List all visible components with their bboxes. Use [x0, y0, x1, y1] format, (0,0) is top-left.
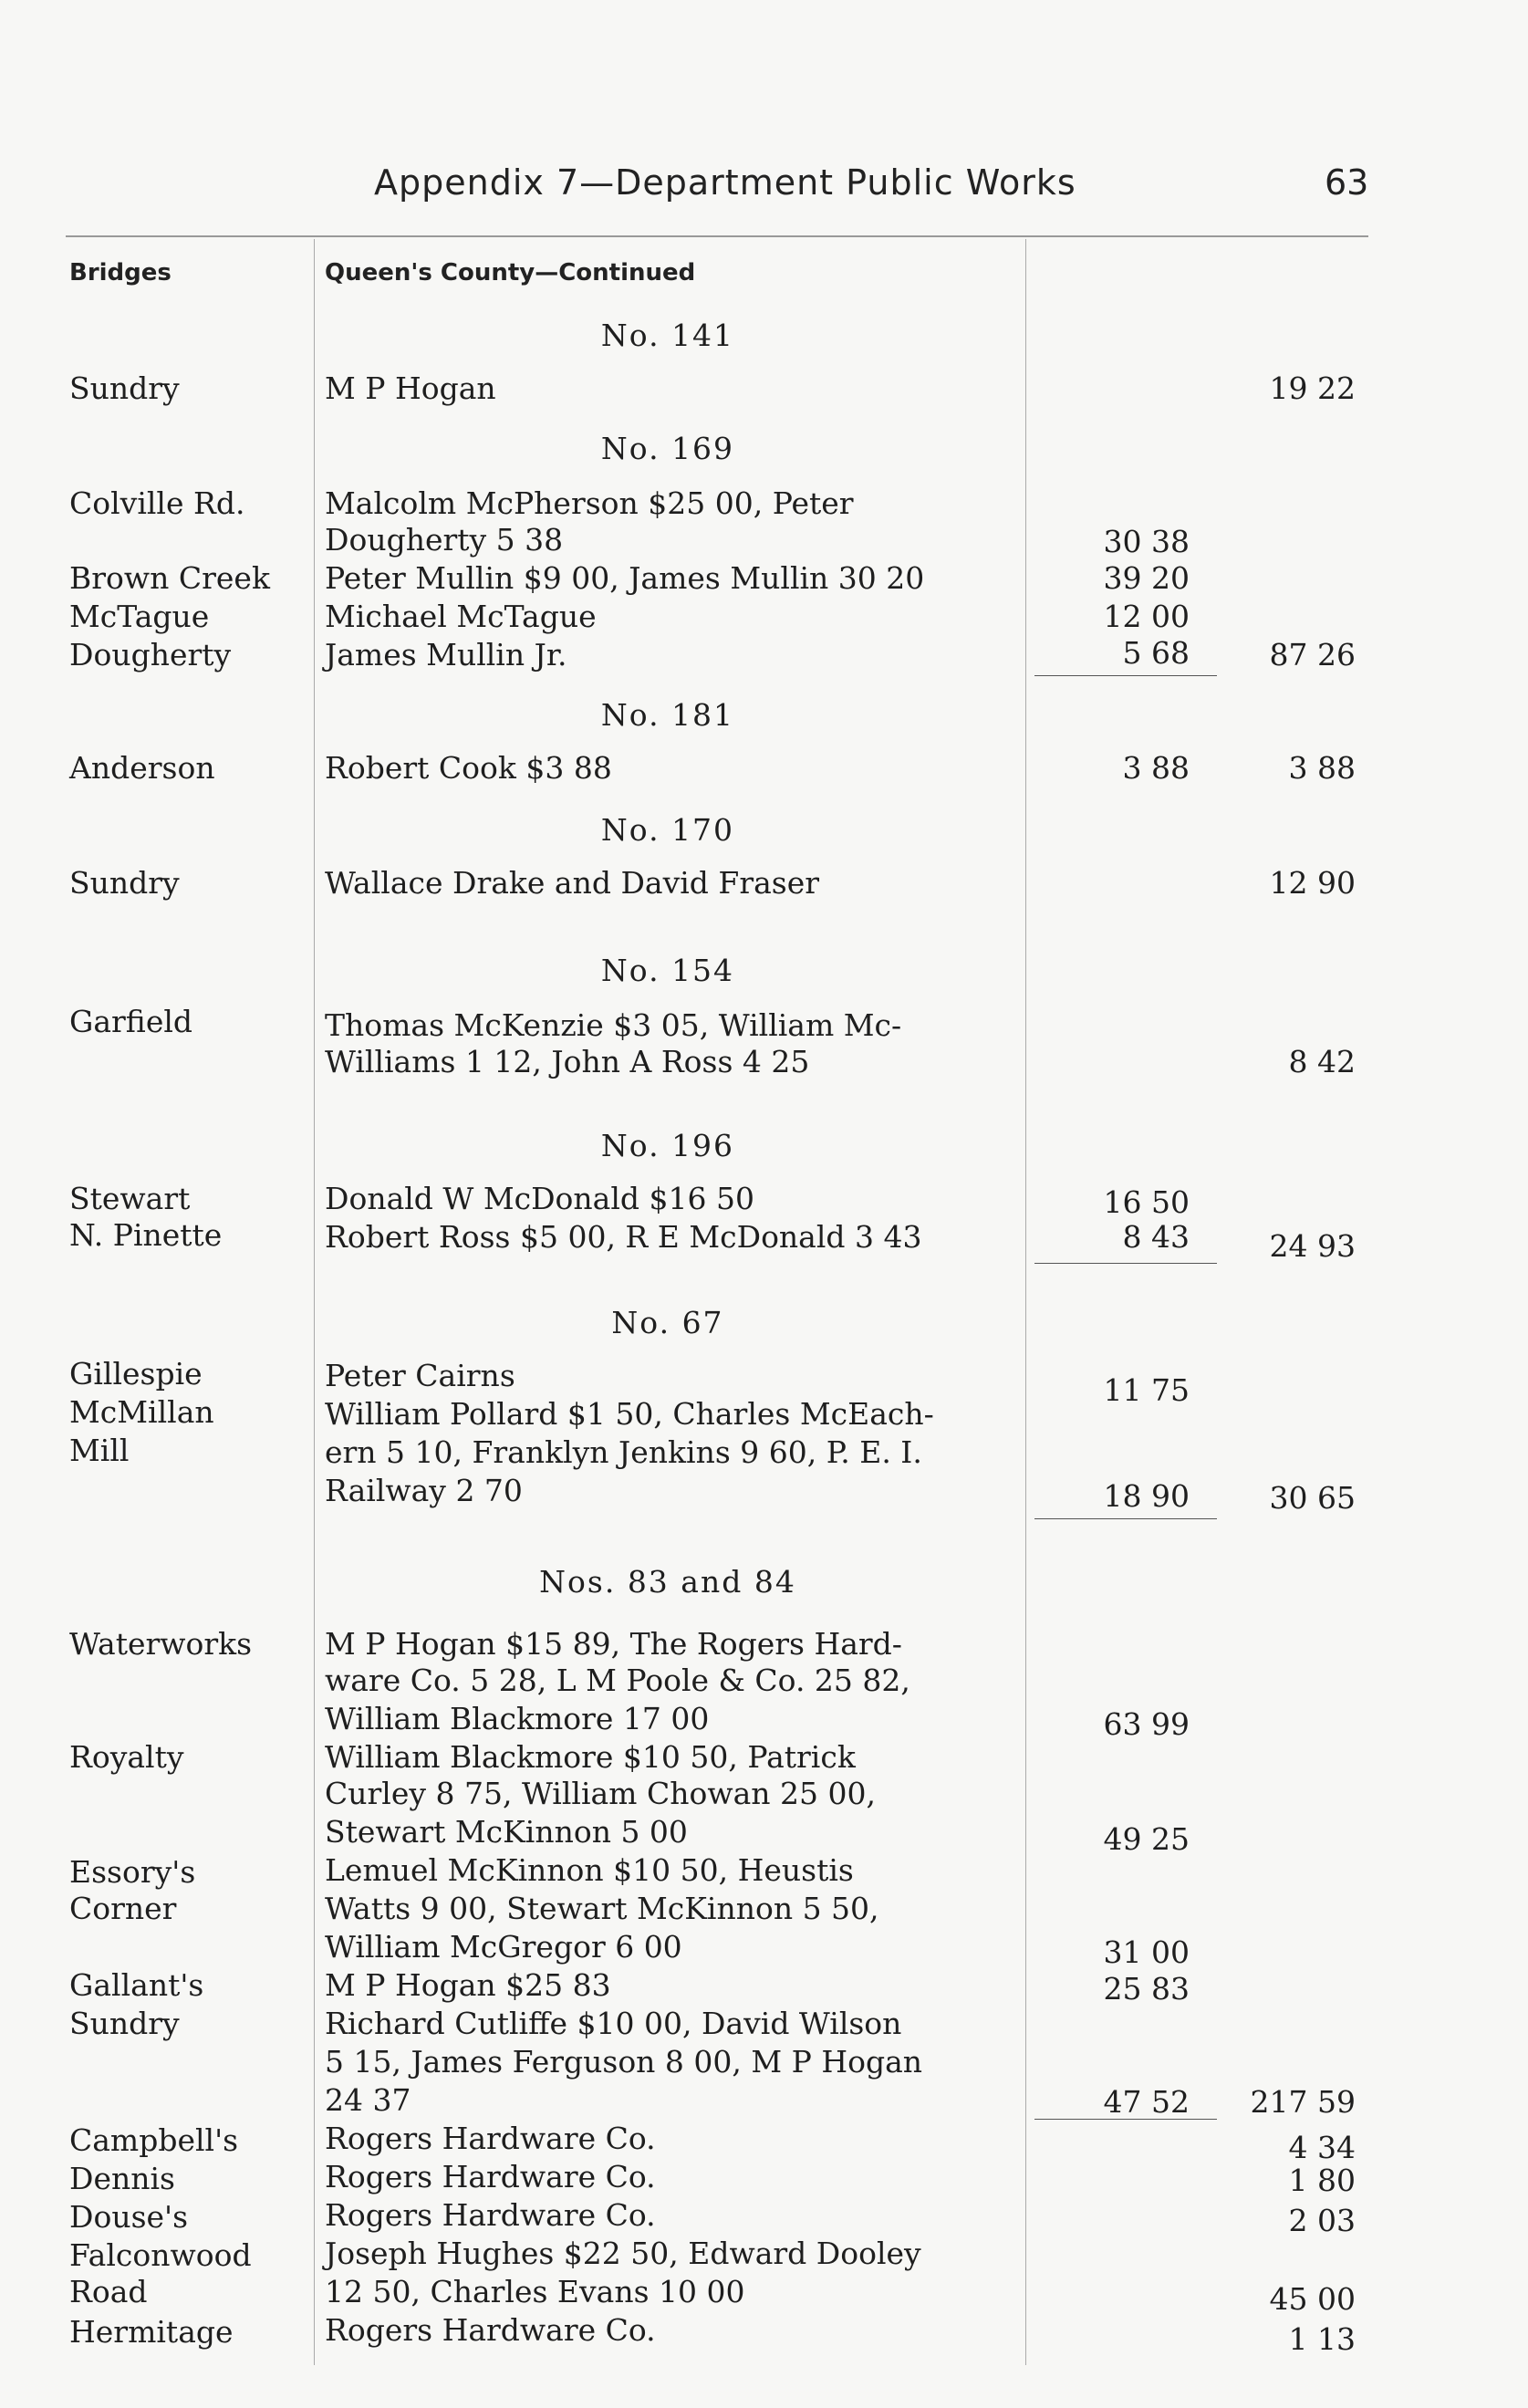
header-rule [66, 235, 1368, 237]
entry-description: ern 5 10, Franklyn Jenkins 9 60, P. E. I. [325, 1434, 922, 1470]
item-amount: 8 43 [1122, 1219, 1190, 1255]
section-number: No. 170 [600, 812, 735, 848]
section-number: No. 181 [600, 697, 735, 733]
subtotal-rule [1034, 1518, 1217, 1519]
item-amount: 18 90 [1103, 1478, 1190, 1514]
entry-description: Joseph Hughes $22 50, Edward Dooley [325, 2236, 921, 2271]
entry-description: Robert Ross $5 00, R E McDonald 3 43 [325, 1219, 922, 1255]
item-amount: 49 25 [1103, 1821, 1190, 1857]
item-amount: 3 88 [1122, 750, 1190, 786]
bridge-name: Falconwood Road [69, 2237, 252, 2309]
entry-description: M P Hogan $15 89, The Rogers Hard- [325, 1626, 902, 1662]
section-number: No. 154 [600, 953, 735, 988]
entry-description: Rogers Hardware Co. [325, 2159, 656, 2194]
entry-description: M P Hogan [325, 370, 496, 406]
entry-description: Lemuel McKinnon $10 50, Heustis [325, 1852, 854, 1888]
bridge-name: Garfield [69, 1004, 193, 1039]
item-amount: 12 00 [1103, 599, 1190, 634]
item-amount: 39 20 [1103, 560, 1190, 596]
bridge-name: N. Pinette [69, 1217, 223, 1253]
entry-description: James Mullin Jr. [325, 637, 567, 672]
column-header-county: Queen's County—Continued [325, 259, 696, 287]
item-amount: 47 52 [1103, 2084, 1190, 2120]
section-total: 1 13 [1288, 2321, 1356, 2357]
entry-description: Rogers Hardware Co. [325, 2197, 656, 2233]
entry-description: Michael McTague [325, 599, 597, 634]
section-total: 12 90 [1269, 865, 1356, 901]
bridge-name: Waterworks [69, 1626, 253, 1662]
section-total: 217 59 [1250, 2084, 1356, 2120]
entry-description: 12 50, Charles Evans 10 00 [325, 2274, 745, 2309]
entry-description: Dougherty 5 38 [325, 522, 564, 558]
bridge-name: Dennis [69, 2161, 175, 2196]
entry-description: Peter Cairns [325, 1358, 515, 1393]
bridge-name: Gallant's [69, 1967, 204, 2003]
entry-description: Rogers Hardware Co. [325, 2312, 656, 2348]
section-total: 30 65 [1269, 1480, 1356, 1516]
bridge-name: Campbell's [69, 2122, 239, 2158]
page-title: Appendix 7—Department Public Works [374, 162, 1076, 203]
section-number: No. 196 [600, 1128, 735, 1163]
entry-description: Richard Cutliffe $10 00, David Wilson [325, 2006, 902, 2041]
entry-description: Peter Mullin $9 00, James Mullin 30 20 [325, 560, 925, 596]
entry-description: Robert Cook $3 88 [325, 750, 612, 786]
bridge-name: Gillespie [69, 1356, 203, 1392]
bridge-name: Sundry [69, 865, 180, 901]
entry-description: M P Hogan $25 83 [325, 1967, 611, 2003]
item-amount: 25 83 [1103, 1971, 1190, 2007]
item-amount: 11 75 [1103, 1372, 1190, 1408]
section-total: 3 88 [1288, 750, 1356, 786]
section-number: No. 67 [611, 1305, 724, 1340]
bridge-name: Mill [69, 1433, 130, 1468]
bridge-name: Royalty [69, 1739, 184, 1775]
item-amount: 63 99 [1103, 1706, 1190, 1742]
entry-description: William McGregor 6 00 [325, 1929, 682, 1965]
entry-description: William Blackmore $10 50, Patrick [325, 1739, 856, 1775]
entry-description: Williams 1 12, John A Ross 4 25 [325, 1044, 810, 1079]
entry-description: Railway 2 70 [325, 1473, 523, 1508]
subtotal-rule [1034, 675, 1217, 676]
section-total: 87 26 [1269, 637, 1356, 672]
entry-description: Wallace Drake and David Fraser [325, 865, 820, 901]
section-total: 45 00 [1269, 2281, 1356, 2317]
entry-description: Thomas McKenzie $3 05, William Mc- [325, 1007, 902, 1043]
bridge-name: Dougherty [69, 637, 232, 672]
item-amount: 16 50 [1103, 1184, 1190, 1220]
section-total: 8 42 [1288, 1044, 1356, 1079]
bridge-name: Colville Rd. [69, 485, 245, 521]
item-amount: 30 38 [1103, 524, 1190, 559]
entry-description: Curley 8 75, William Chowan 25 00, [325, 1776, 876, 1811]
column-divider-right [1025, 239, 1026, 2365]
running-head [0, 162, 1528, 217]
section-number: No. 141 [600, 318, 735, 353]
bridge-name: Anderson [69, 750, 215, 786]
section-total: 1 80 [1288, 2163, 1356, 2198]
section-total: 4 34 [1288, 2130, 1356, 2165]
entry-description: Donald W McDonald $16 50 [325, 1181, 754, 1216]
entry-description: Stewart McKinnon 5 00 [325, 1814, 688, 1850]
entry-description: William Blackmore 17 00 [325, 1701, 710, 1736]
item-amount: 31 00 [1103, 1934, 1190, 1970]
column-divider-left [314, 239, 315, 2365]
bridge-name: McTague [69, 599, 210, 634]
entry-description: 24 37 [325, 2082, 411, 2118]
entry-description: Malcolm McPherson $25 00, Peter [325, 485, 854, 521]
section-total: 19 22 [1269, 370, 1356, 406]
bridge-name: Douse's [69, 2199, 189, 2235]
page-number: 63 [1325, 162, 1369, 203]
bridge-name: Brown Creek [69, 560, 270, 596]
bridge-name: Sundry [69, 370, 180, 406]
item-amount: 5 68 [1122, 635, 1190, 671]
bridge-name: Sundry [69, 2006, 180, 2041]
entry-description: Rogers Hardware Co. [325, 2121, 656, 2156]
column-header-bridges: Bridges [69, 259, 172, 287]
bridge-name: Stewart [69, 1181, 191, 1216]
entry-description: 5 15, James Ferguson 8 00, M P Hogan [325, 2044, 923, 2080]
section-number: No. 169 [600, 431, 735, 466]
entry-description: Watts 9 00, Stewart McKinnon 5 50, [325, 1891, 879, 1926]
entry-description: ware Co. 5 28, L M Poole & Co. 25 82, [325, 1663, 910, 1698]
section-total: 2 03 [1288, 2203, 1356, 2238]
subtotal-rule [1034, 1263, 1217, 1264]
bridge-name: Hermitage [69, 2314, 234, 2350]
entry-description: William Pollard $1 50, Charles McEach- [325, 1396, 934, 1432]
bridge-name: McMillan [69, 1394, 214, 1430]
subtotal-rule [1034, 2119, 1217, 2120]
section-total: 24 93 [1269, 1228, 1356, 1264]
bridge-name: Essory's Corner [69, 1854, 196, 1926]
section-number: Nos. 83 and 84 [539, 1564, 796, 1600]
